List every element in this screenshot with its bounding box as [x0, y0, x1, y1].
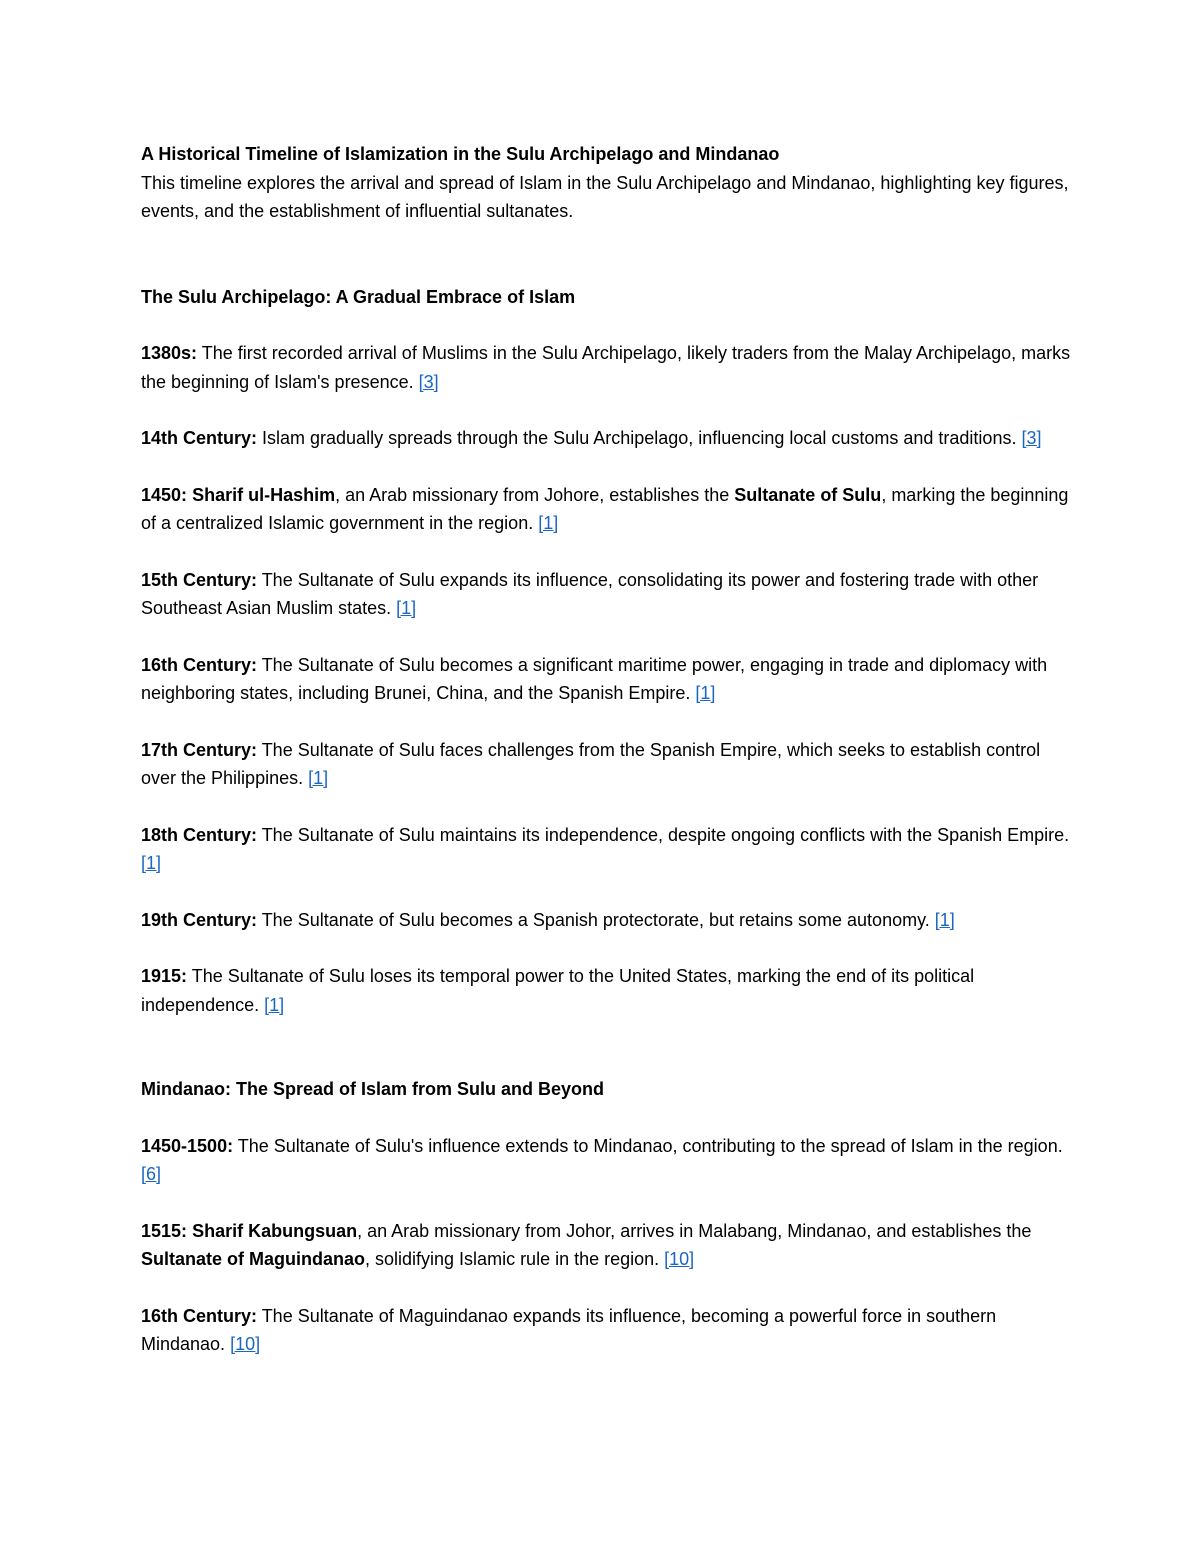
timeline-entry: [141, 566, 1071, 623]
citation-link[interactable]: [1]: [695, 683, 716, 703]
entry-date: 1450-1500:: [141, 1135, 234, 1156]
entry-date: 16th Century:: [141, 1305, 258, 1326]
citation-link[interactable]: [3]: [1021, 428, 1042, 448]
timeline-entry: [141, 481, 1071, 538]
citation-link[interactable]: [1]: [934, 909, 955, 930]
entry-figure: Sharif Kabungsuan: [192, 1220, 358, 1241]
citation-link[interactable]: [10]: [230, 1334, 261, 1354]
citation-link[interactable]: [1]: [141, 853, 162, 873]
timeline-entry: [141, 906, 1071, 935]
timeline-entry: [141, 651, 1071, 708]
timeline-entry: [141, 1302, 1071, 1359]
entry-text: , an Arab missionary from Johore, establishes the: [335, 484, 735, 505]
citation-link[interactable]: [1]: [264, 994, 285, 1015]
entry-polity: Sultanate of Sulu: [734, 484, 882, 505]
entry-polity: Sultanate of Maguindanao: [141, 1249, 366, 1269]
entry-text: The first recorded arrival of Muslims in the Sulu Archipelago, likely traders from the Malay Archipelago, marks the beginning of Islam's presence.: [141, 343, 1071, 392]
timeline-entry: [141, 339, 1071, 396]
document-intro: This timeline explores the arrival and spread of Islam in the Sulu Archipelago and Mindanao, highlighting key figures, events, and the establishment of influential sultanates.: [141, 172, 1069, 221]
timeline-entry: [141, 1217, 1071, 1274]
citation-link[interactable]: [1]: [308, 768, 329, 788]
entry-text: The Sultanate of Maguindanao expands its influence, becoming a powerful force in southern Mindanao.: [141, 1305, 997, 1354]
entry-date: 14th Century:: [141, 428, 258, 448]
entry-text: The Sultanate of Sulu expands its influence, consolidating its power and fostering trade with other Southeast Asian Muslim states.: [141, 569, 1039, 618]
entry-date: 1380s:: [141, 343, 198, 363]
entry-text: The Sultanate of Sulu maintains its independence, despite ongoing conflicts with the Spanish Empire.: [257, 824, 1070, 845]
citation-link[interactable]: [1]: [538, 513, 559, 533]
timeline-entry: [141, 424, 1071, 453]
citation-link[interactable]: [10]: [664, 1249, 695, 1269]
entry-date: 16th Century:: [141, 654, 258, 675]
entry-text: , an Arab missionary from Johor, arrives in Malabang, Mindanao, and establishes the: [357, 1220, 1032, 1241]
entry-text: Islam gradually spreads through the Sulu Archipelago, influencing local customs and traditions.: [257, 428, 1022, 448]
timeline-entry: [141, 1132, 1071, 1189]
entry-text: The Sultanate of Sulu becomes a significant maritime power, engaging in trade and diplomacy with neighboring states, including Brunei, China, and the Spanish Empire.: [141, 654, 1048, 703]
entry-figure: Sharif ul-Hashim: [192, 484, 336, 505]
entry-text: The Sultanate of Sulu's influence extends to Mindanao, contributing to the spread of Islam in the region.: [233, 1135, 1063, 1156]
document-title: A Historical Timeline of Islamization in the Sulu Archipelago and Mindanao: [141, 144, 780, 164]
document-page: [141, 140, 1071, 1359]
timeline-entry: [141, 736, 1071, 793]
timeline-entry: [141, 962, 1071, 1019]
citation-link[interactable]: [3]: [418, 371, 439, 392]
section-title-sulu: The Sulu Archipelago: A Gradual Embrace of Islam: [141, 286, 576, 307]
entry-date: 17th Century:: [141, 739, 258, 760]
entry-date: 1515:: [141, 1220, 188, 1241]
entry-text: , marking the beginning of a centralized Islamic government in the region.: [141, 484, 1069, 533]
timeline-entry: [141, 821, 1071, 878]
entry-date: 18th Century:: [141, 824, 258, 845]
entry-date: 1915:: [141, 966, 188, 986]
citation-link[interactable]: [6]: [141, 1164, 162, 1184]
entry-text: The Sultanate of Sulu becomes a Spanish protectorate, but retains some autonomy.: [257, 909, 935, 930]
entry-date: 1450:: [141, 484, 188, 505]
entry-date: 19th Century:: [141, 909, 258, 930]
citation-link[interactable]: [1]: [396, 598, 417, 618]
entry-text: The Sultanate of Sulu loses its temporal power to the United States, marking the end of its political independence.: [141, 966, 975, 1015]
entry-date: 15th Century:: [141, 569, 258, 590]
section-title-mindanao: Mindanao: The Spread of Islam from Sulu and Beyond: [141, 1079, 605, 1099]
entry-text: The Sultanate of Sulu faces challenges from the Spanish Empire, which seeks to establish control over the Philippines.: [141, 739, 1041, 788]
entry-text: , solidifying Islamic rule in the region.: [365, 1249, 665, 1269]
